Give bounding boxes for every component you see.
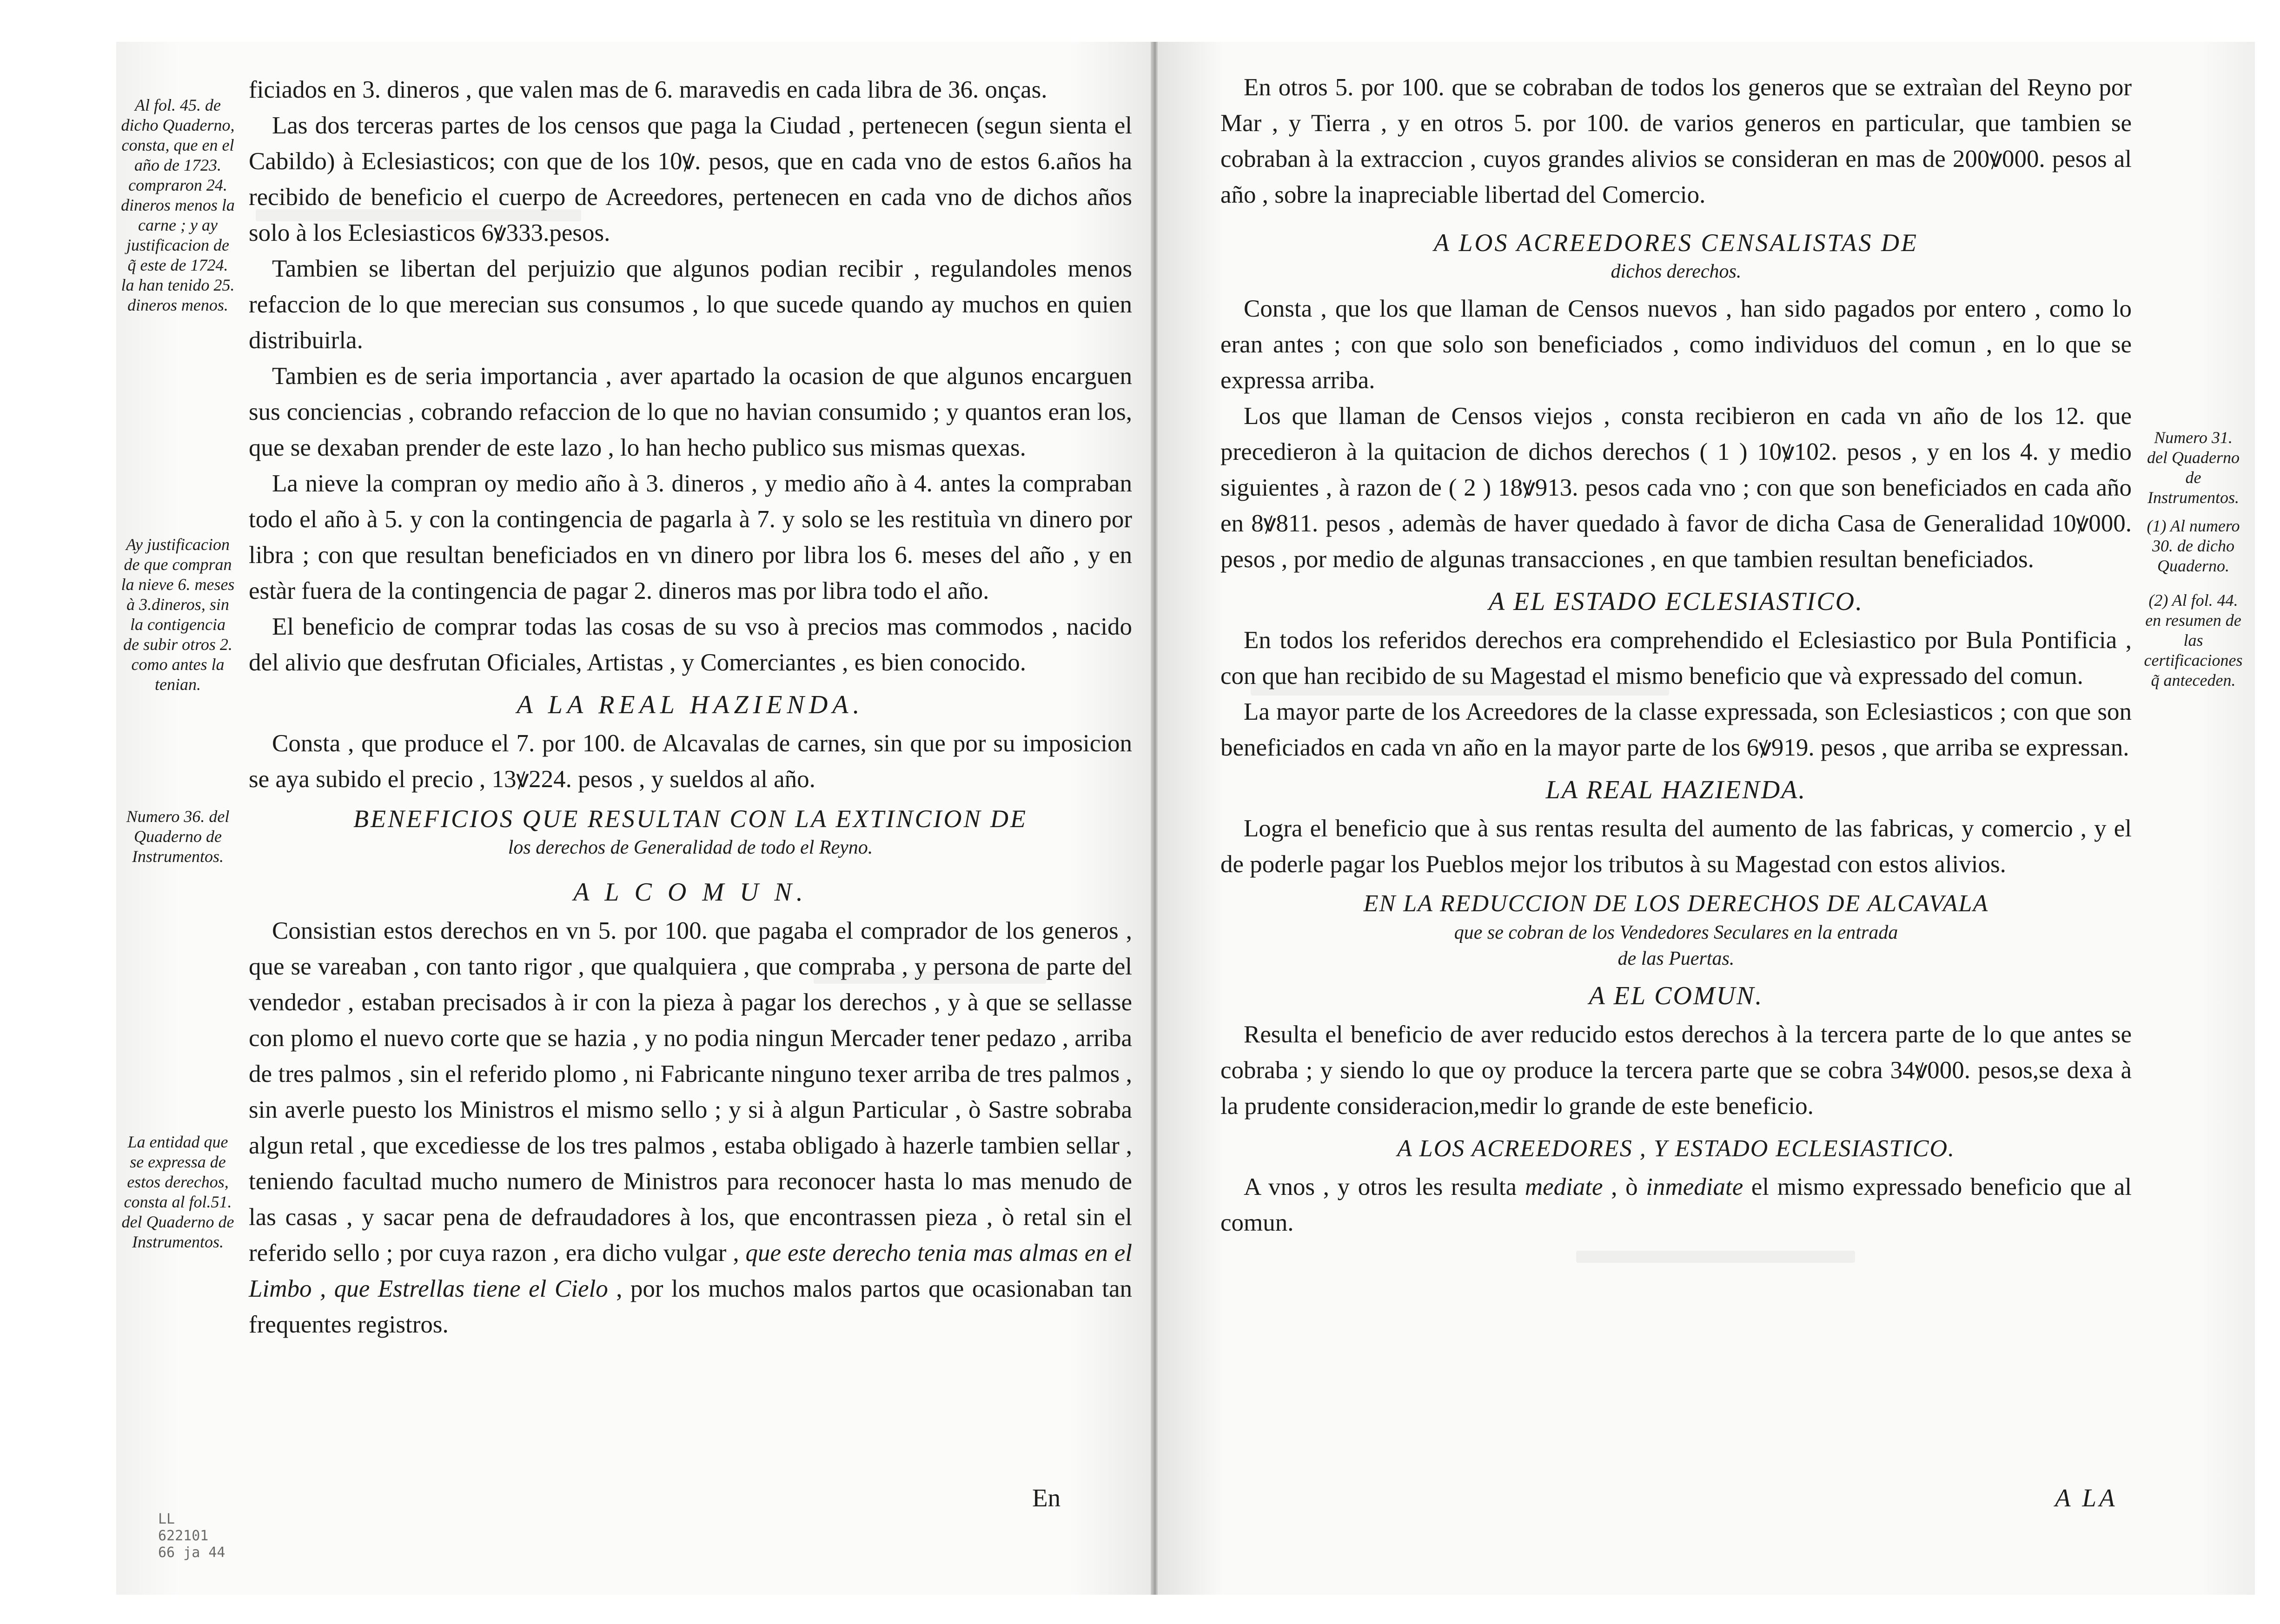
paragraph: El beneficio de comprar todas las cosas de su vso à precios mas commodos , nacido del alivio que desfrutan Oficiales, Artistas , y Comerciantes , es bien conocido.: [249, 613, 1132, 676]
text-run-italic: que este derecho tenia mas almas en el Limbo , que Estrellas tiene el Cielo: [249, 1240, 1132, 1302]
heading-al-comun: A L C O M U N.: [573, 878, 808, 907]
catchword: En: [1032, 1484, 1061, 1512]
paragraph: En todos los referidos derechos era comprehendido el Eclesiastico por Bula Pontificia , con que han recibido de su Magestad el mismo beneficio que và expressado del comun.: [1220, 627, 2132, 689]
paragraph: Logra el beneficio que à sus rentas resulta del aumento de las fabricas, y comercio , y el de poderle pagar los Pueblos mejor los tributos à su Magestad con estos alivios.: [1220, 815, 2132, 878]
heading-real-hazienda: LA REAL HAZIENDA.: [1545, 776, 1807, 804]
paragraph: En otros 5. por 100. que se cobraban de todos los generos que se extraìan del Reyno por Mar , y Tierra , y en otros 5. por 100. de varios generos en particular, que tambien se cobraban à la extraccion , cuyos grandes alivios se consideran en mas de 200ꝟ000. pesos al año , sobre la inapreciable libertad del Comercio.: [1220, 74, 2132, 208]
heading-reduccion-sub: de las Puertas.: [1617, 948, 1735, 969]
text-run-italic: mediate: [1524, 1173, 1603, 1200]
paragraph: Tambien es de seria importancia , aver apartado la ocasion de que algunos encarguen sus conciencias , cobrando refaccion de lo que no havian consumido ; y quantos eran los, que se dexaban prender de este lazo , lo han hecho publico sus mismas quexas.: [249, 363, 1132, 461]
heading-reduccion-sub: que se cobran de los Vendedores Seculares en la entrada: [1454, 922, 1898, 943]
paragraph-final: [1220, 1169, 2132, 1241]
heading-acreedores: A LOS ACREEDORES CENSALISTAS DE: [1434, 229, 1918, 257]
heading-estado: A EL ESTADO ECLESIASTICO.: [1488, 587, 1864, 616]
heading-acreedores-sub: dichos derechos.: [1611, 261, 1742, 282]
text-run-italic: inmediate: [1646, 1173, 1743, 1200]
text-run: , ò: [1611, 1173, 1638, 1200]
heading-beneficios: BENEFICIOS QUE RESULTAN CON LA EXTINCION DE: [353, 805, 1027, 833]
margin-note-numero-36: Numero 36. del Quaderno de Instrumentos.: [126, 807, 230, 866]
text-run: el mismo expressado beneficio que al comun.: [1220, 1173, 2132, 1236]
paragraph: ficiados en 3. dineros , que valen mas de 6. maravedis en cada libra de 36. onças.: [249, 76, 1047, 103]
margin-note-numero-31: Numero 31. del Quaderno de Instrumentos.: [2147, 428, 2240, 507]
left-page: [116, 42, 1153, 1595]
text-run: Consistian estos derechos en vn 5. por 100. que pagaba el comprador de los generos , que se vareaban , con tanto rigor , que qualquiera , que compraba , y persona de parte del vendedor , estaban precisados à ir con la pieza à pagar los derechos , y à que se sellasse con plomo el nuevo corte que se hazia , y no podia ningun Mercader tener pedazo , arriba de tres palmos , sin el referido plomo , ni Fabricante ninguno texer arriba de tres palmos , sin averle puesto los Ministros el mismo sello ; y si à algun Particular , ò Sastre sobraba algun retal , que excediesse de los tres palmos , estaba obligado à hazerle tambien sellar , teniendo facultad mucho numero de Ministros para reconocer hasta lo mas menudo de las casas , y sacar pena de defraudadores à los, que encontrassen pieza , ò retal sin el referido sello ; por cuya razon , era dicho vulgar ,: [249, 917, 1132, 1266]
paragraph: Consta , que los que llaman de Censos nuevos , han sido pagados por entero , como lo eran antes ; con que solo son beneficiados , como individuos del comun , en lo que se expressa arriba.: [1220, 295, 2132, 394]
left-body: [249, 72, 1132, 1343]
paragraph: Tambien se libertan del perjuizio que algunos podian recibir , regulandoles menos refaccion de lo que merecian sus consumos , lo que sucede quando ay muchos en quien distribuirla.: [249, 255, 1132, 354]
heading-reduccion: EN LA REDUCCION DE LOS DERECHOS DE ALCAVALA: [1363, 890, 1989, 917]
paragraph: Consta , que produce el 7. por 100. de Alcavalas de carnes, sin que por su imposicion se aya subido el precio , 13ꝟ224. pesos , y sueldos al año.: [249, 730, 1132, 793]
document-spread: [116, 42, 2255, 1595]
margin-note-2: (2) Al fol. 44. en resumen de las certificaciones q̃ anteceden.: [2144, 591, 2243, 689]
pencil-line: LL: [158, 1511, 175, 1527]
paragraph: La mayor parte de los Acreedores de la classe expressada, son Eclesiasticos ; con que son beneficiados en cada vn año en la mayor parte de los 6ꝟ919. pesos , que arriba se expressan.: [1220, 698, 2132, 761]
heading-el-comun: A EL COMUN.: [1589, 981, 1763, 1010]
paragraph-comun: [249, 913, 1132, 1343]
text-run: , por los muchos malos partos que ocasionaban tan frequentes registros.: [249, 1275, 1133, 1338]
paragraph: Resulta el beneficio de aver reducido estos derechos à la tercera parte de lo que antes se cobraba ; y siendo lo que oy produce la tercera parte que se cobra 34ꝟ000. pesos,se dexa à la prudente consideracion,medir lo grande de este beneficio.: [1220, 1021, 2132, 1120]
margin-note-fol45: Al fol. 45. de dicho Quaderno, consta, que en el año de 1723. compraron 24. dineros menos la carne ; y ay justificacion de q̃ este de 1724. la han tenido 25. dineros menos.: [121, 96, 235, 314]
pencil-line: 66 ja 44: [158, 1544, 225, 1561]
heading-beneficios-sub: los derechos de Generalidad de todo el Reyno.: [508, 837, 873, 858]
pencil-mark: [158, 1511, 225, 1561]
margin-note-nieve: Ay justificacion de que compran la nieve 6. meses à 3.dineros, sin la contigencia de subir otros 2. como antes la tenian.: [121, 535, 235, 694]
text-run: A vnos , y otros les resulta: [1244, 1173, 1517, 1200]
margin-note-entidad: La entidad que se expressa de estos derechos, consta al fol.51. del Quaderno de Instrumentos.: [121, 1133, 234, 1251]
paragraph: Las dos terceras partes de los censos que paga la Ciudad , pertenecen (segun sienta el Cabildo) à Eclesiasticos; con que de los 10ꝟ. pesos, que en cada vno de estos 6.años ha recibido de beneficio el cuerpo de Acreedores, pertenecen en cada vno de dichos años solo à los Eclesiasticos 6ꝟ333.pesos.: [249, 112, 1132, 246]
catchword: A LA: [2055, 1484, 2118, 1512]
paragraph: Los que llaman de Censos viejos , consta recibieron en cada vn año de los 12. que precedieron à la quitacion de dichos derechos ( 1 ) 10ꝟ102. pesos , y en los 4. y medio siguientes , à razon de ( 2 ) 18ꝟ913. pesos cada vno ; con que son beneficiados en cada año en 8ꝟ811. pesos , ademàs de haver quedado à favor de dicha Casa de Generalidad 10ꝟ000. pesos , por medio de algunas transacciones , en que tambien resultan beneficiados.: [1220, 403, 2132, 573]
heading-final: A LOS ACREEDORES , Y ESTADO ECLESIASTICO.: [1397, 1135, 1955, 1162]
margin-note-1: (1) Al numero 30. de dicho Quaderno.: [2147, 517, 2240, 575]
paragraph: La nieve la compran oy medio año à 3. dineros , y medio año à 4. antes la compraban todo el año à 5. y con la contingencia de pagarla à 7. y solo se les restituìa vn dinero por libra ; con que resultan beneficiados en vn dinero por libra los 6. meses del año , y en estàr fuera de la contingencia de pagar 2. dineros mas por libra todo el año.: [249, 470, 1132, 604]
right-page: [1158, 42, 2255, 1595]
right-body: [1220, 70, 2132, 1241]
pencil-line: 622101: [158, 1528, 209, 1544]
heading-real-hazienda: A LA REAL HAZIENDA.: [517, 690, 864, 719]
